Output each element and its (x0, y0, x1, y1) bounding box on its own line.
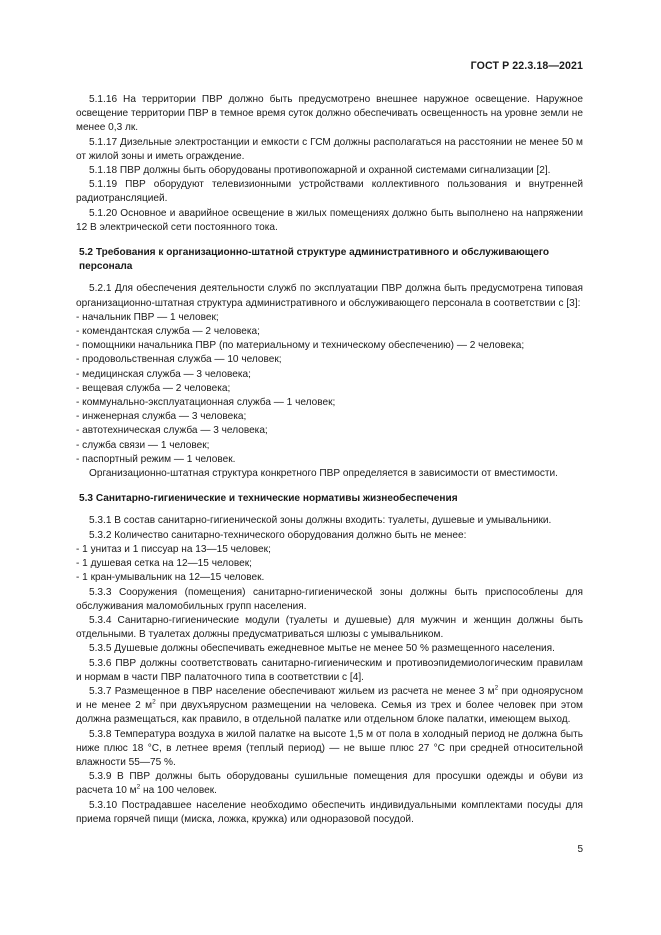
staff-list-item: - помощники начальника ПВР (по материальному и техническому обеспечению) — 2 человека; (76, 340, 525, 352)
clause-5-1-20: 5.1.20 Основное и аварийное освещение в жилых помещениях должно быть выполнено на напряжении 12 В электрической сети постоянного тока. (76, 207, 583, 233)
clause-5-3-7-part-b: при одноярусном и не менее 2 м (76, 685, 584, 712)
clause-5-1-17: 5.1.17 Дизельные электростанции и емкости с ГСМ должны располагаться на расстоянии не менее 50 м от жилой зоны и иметь ограждение. (76, 136, 583, 162)
sanitary-list-item: - 1 кран-умывальник на 12—15 человек. (76, 572, 265, 584)
staff-list-item: - коммунально-эксплуатационная служба — 1 человек; (76, 397, 336, 409)
superscript-squared: 2 (494, 684, 499, 692)
section-5-3-title: 5.3 Санитарно-гигиенические и технические нормативы жизнеобеспечения (79, 493, 458, 505)
clause-5-2-1: 5.2.1 Для обеспечения деятельности служб по эксплуатации ПВР должна быть предусмотрена типовая организационно-штатная структура административного и обслуживающего персонала в соответствии с [3]: (76, 283, 583, 309)
clause-5-3-9 (76, 770, 583, 798)
sanitary-list-item: - 1 душевая сетка на 12—15 человек; (76, 558, 252, 570)
clause-5-3-2: 5.3.2 Количество санитарно-технического оборудования должно быть не менее: (89, 529, 467, 541)
staff-list-item: - вещевая служба — 2 человека; (76, 382, 231, 394)
section-5-2-closing: Организационно-штатная структура конкретного ПВР определяется в зависимости от вместимости. (89, 468, 558, 480)
clause-5-3-4: 5.3.4 Санитарно-гигиенические модули (туалеты и душевые) для мужчин и женщин должны быть отдельными. В туалетах должны предусматриваться шлюзы с умывальником. (76, 614, 583, 641)
superscript-squared: 2 (152, 698, 156, 706)
document-code-header: ГОСТ Р 22.3.18—2021 (470, 60, 583, 72)
clause-5-1-18: 5.1.18 ПВР должны быть оборудованы противопожарной и охранной системами сигнализации [2]. (89, 165, 551, 177)
clause-5-3-9-part-a: 5.3.9 В ПВР должны быть оборудованы сушильные помещения для просушки одежды и обуви из расчета 10 м (76, 771, 583, 797)
staff-list-item: - автотехническая служба — 3 человека; (76, 425, 268, 437)
staff-list-item: - комендантская служба — 2 человека; (76, 326, 260, 338)
clause-5-3-9-part-b: на 100 человек. (140, 785, 217, 797)
staff-list-item: - медицинская служба — 3 человека; (76, 368, 251, 380)
clause-5-3-6: 5.3.6 ПВР должны соответствовать санитарно-гигиеническим и противоэпидемиологическим правилам и нормам в части ПВР палаточного типа в соответствии с [4]. (76, 657, 583, 683)
clause-5-3-8: 5.3.8 Температура воздуха в жилой палатке на высоте 1,5 м от пола в холодный период не должна быть ниже плюс 18 °С, в летнее время (теплый период) — не выше плюс 27 °С при средней относительной влажности 55—75 %. (76, 728, 583, 768)
clause-5-3-1: 5.3.1 В состав санитарно-гигиенической зоны должны входить: туалеты, душевые и умывальники. (89, 515, 552, 527)
page-number: 5 (577, 844, 583, 855)
staff-list-item: - продовольственная служба — 10 человек; (76, 354, 282, 366)
sanitary-list-item: - 1 унитаз и 1 писсуар на 13—15 человек; (76, 543, 271, 555)
clause-5-3-7-part-c: при двухъярусном размещении на человека. Семья из трех и более человек при этом должна размещаться, как правило, в отдельной палатке или отдельном блоке палатки, имеющем выход. (76, 700, 583, 726)
staff-list-item: - инженерная служба — 3 человека; (76, 411, 247, 423)
clause-5-3-7 (76, 685, 583, 728)
clause-5-3-10: 5.3.10 Пострадавшее население необходимо обеспечить индивидуальными комплектами посуды для приема горячей пищи (миска, ложка, кружка) или одноразовой посудой. (76, 799, 583, 825)
clause-5-3-5: 5.3.5 Душевые должны обеспечивать ежедневное мытье не менее 50 % размещенного населения. (89, 643, 555, 655)
section-5-2-title: 5.2 Требования к организационно-штатной структуре административного и обслуживающего персонала (79, 247, 550, 273)
superscript-squared: 2 (136, 783, 141, 791)
staff-list-item: - начальник ПВР — 1 человек; (76, 311, 219, 323)
clause-5-1-16: 5.1.16 На территории ПВР должно быть предусмотрено внешнее наружное освещение. Наружное освещение территории ПВР в темное время суток должно обеспечивать освещенность на уровне земли не менее 0,3 лк. (76, 94, 583, 134)
clause-5-1-19: 5.1.19 ПВР оборудуют телевизионными устройствами коллективного пользования и внутренней радиотрансляцией. (76, 179, 583, 205)
document-body (76, 93, 583, 827)
clause-5-3-7-part-a: 5.3.7 Размещенное в ПВР население обеспечивают жильем из расчета не менее 3 м (89, 685, 495, 697)
staff-list-item: - паспортный режим — 1 человек. (76, 453, 236, 465)
staff-list-item: - служба связи — 1 человек; (76, 439, 210, 451)
clause-5-3-3: 5.3.3 Сооружения (помещения) санитарно-гигиенической зоны должны быть приспособлены для обслуживания маломобильных групп населения. (76, 586, 583, 612)
